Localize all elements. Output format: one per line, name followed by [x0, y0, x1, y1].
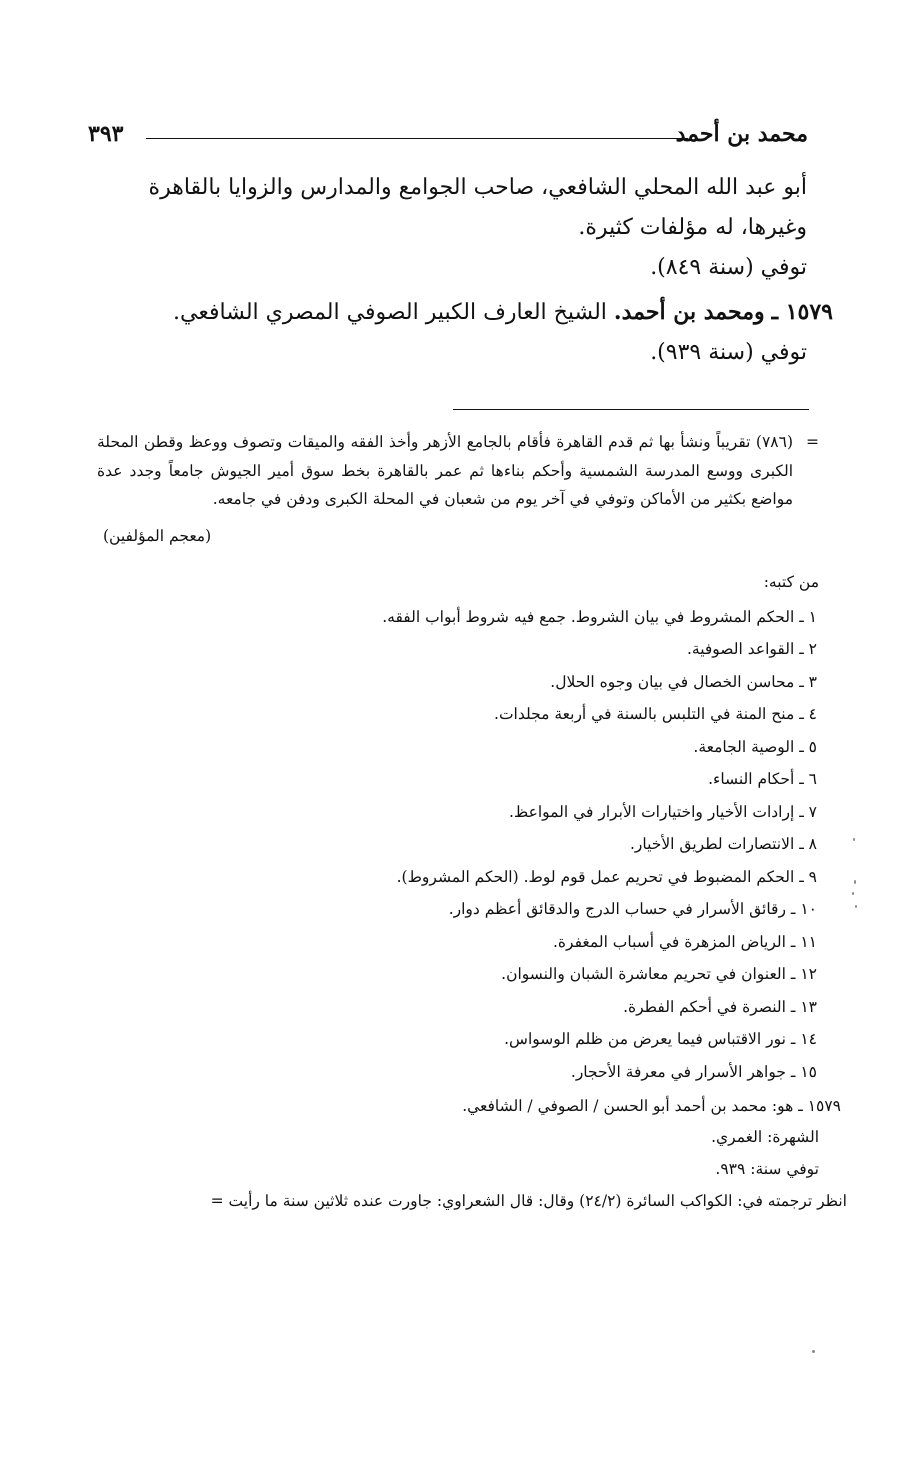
scan-speck [853, 838, 855, 841]
book-item: ٢ ـ القواعد الصوفية. [686, 640, 817, 658]
page-number: ٣٩٣ [88, 121, 124, 147]
entry-1579 [85, 292, 833, 333]
book-item: ١٥ ـ جواهر الأسرار في معرفة الأحجار. [570, 1062, 817, 1081]
book-item: ٣ ـ محاسن الخصال في بيان وجوه الحلال. [550, 672, 817, 691]
scan-speck [854, 880, 856, 884]
footnote-continued-text: (٧٨٦) تقريباً ونشأ بها ثم قدم القاهرة فأقام بالجامع الأزهر وأخذ الفقه والميقات وتصوف ووعظ وقطن المحلة الكبرى ووسع المدرسة الشمسية وأحكم بناءها ثم عمر بالقاهرة بخط سوق أمير الجيوش جامعاً وجدد عدة مواضع بكثير من الأماكن وتوفي في آخر يوم من شعبان في المحلة الكبرى ودفن في جامعه. [97, 433, 793, 508]
main-line-1: أبو عبد الله المحلي الشافعي، صاحب الجوامع والمدارس والزوايا بالقاهرة [148, 175, 807, 200]
book-item: ٥ ـ الوصية الجامعة. [693, 737, 817, 756]
footnotes [97, 428, 847, 1217]
book-item: ١٣ ـ النصرة في أحكم الفطرة. [623, 997, 817, 1016]
death-line-2: توفي (سنة ٩٣٩). [650, 340, 807, 365]
death-line-1: توفي (سنة ٨٤٩). [650, 255, 807, 280]
header-rule [146, 138, 688, 139]
main-line-2: وغيرها، له مؤلفات كثيرة. [578, 215, 807, 240]
running-header [88, 118, 808, 154]
main-text [85, 168, 833, 373]
books-heading: من كتبه: [763, 573, 819, 591]
footnote-1579: ١٥٧٩ ـ هو: محمد بن أحمد أبو الحسن / الصوفي / الشافعي. [462, 1097, 841, 1115]
footnote-fame: الشهرة: الغمري. [711, 1127, 819, 1146]
book-item: ١٢ ـ العنوان في تحريم معاشرة الشبان والنسوان. [501, 965, 817, 983]
book-item: ٧ ـ إرادات الأخيار واختيارات الأبرار في المواعظ. [508, 802, 817, 821]
entry-name: ومحمد بن أحمد. [613, 299, 765, 325]
footnote-death: توفي سنة: ٩٣٩. [715, 1159, 819, 1178]
book-list [97, 601, 819, 1089]
footnote-rule [453, 409, 809, 410]
book-item: ٦ ـ أحكام النساء. [708, 770, 817, 788]
book-item: ١٤ ـ نور الاقتباس فيما يعرض من ظلم الوسواس. [504, 1030, 817, 1048]
entry-text: الشيخ العارف الكبير الصوفي المصري الشافعي. [173, 300, 614, 325]
book-item: ١٠ ـ رقائق الأسرار في حساب الدرج والدقائق أعظم دوار. [448, 900, 817, 918]
footnote-source: (معجم المؤلفين) [103, 526, 212, 545]
entry-number: ١٥٧٩ ـ [771, 299, 833, 325]
book-item: ٩ ـ الحكم المضبوط في تحريم عمل قوم لوط. (الحكم المشروط). [396, 867, 817, 886]
continuation-mark: = [806, 433, 819, 451]
book-item: ١ ـ الحكم المشروط في بيان الشروط. جمع فيه شروط أبواب الفقه. [382, 607, 817, 626]
scan-speck [852, 892, 854, 895]
book-item: ٨ ـ الانتصارات لطريق الأخيار. [629, 835, 817, 853]
scan-speck [855, 905, 857, 908]
footnote-continued [97, 428, 819, 514]
book-item: ٤ ـ منح المنة في التلبس بالسنة في أربعة مجلدات. [494, 705, 817, 723]
footnote-reference: انظر ترجمته في: الكواكب السائرة (٢٤/٢) وقال: قال الشعراوي: جاورت عنده ثلاثين سنة ما رأيت = [210, 1191, 847, 1210]
scan-speck [812, 1350, 815, 1353]
book-item: ١١ ـ الرياض المزهرة في أسباب المغفرة. [552, 932, 817, 951]
header-title: محمد بن أحمد [675, 121, 808, 147]
